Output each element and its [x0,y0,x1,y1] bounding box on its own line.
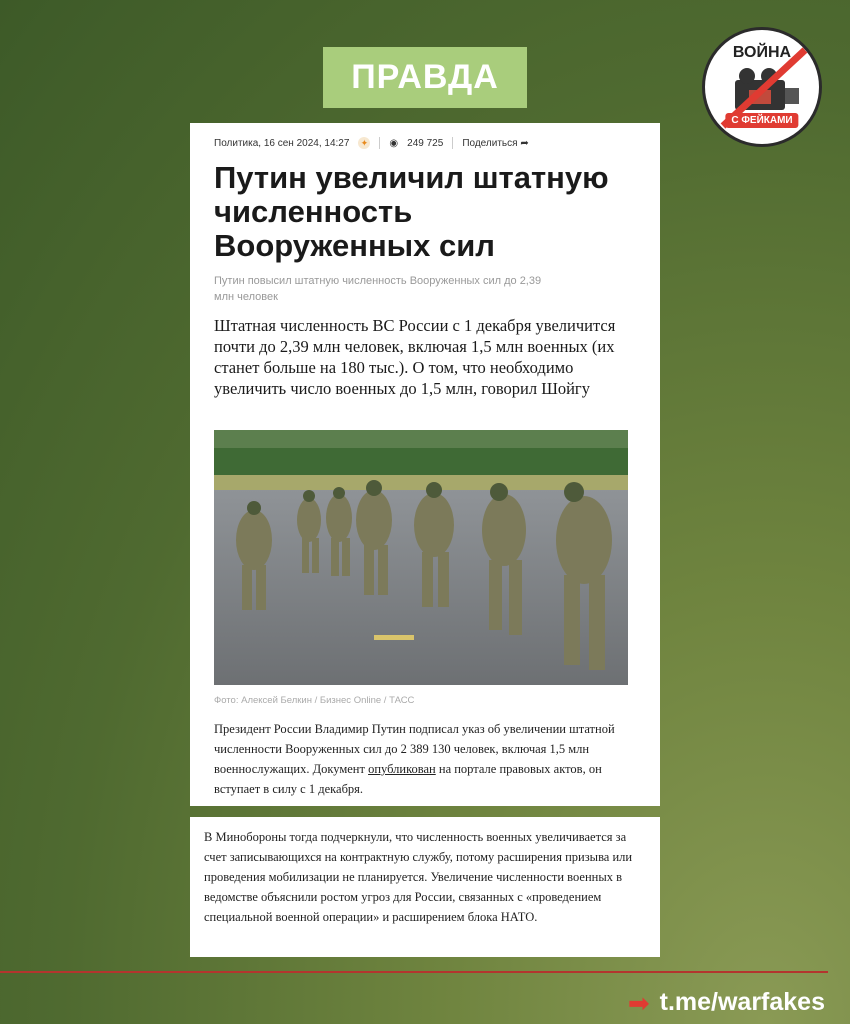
article-card [190,123,660,806]
article-headline: Путин увеличил штатную численность Вооруженных сил [214,160,609,263]
category-date[interactable]: Политика, 16 сен 2024, 14:27 [214,137,350,149]
footer-divider [0,971,828,973]
logo-subtitle: С ФЕЙКАМИ [725,113,798,128]
footer [628,988,825,1017]
war-on-fakes-logo [702,27,822,147]
share-label: Поделиться [462,137,518,149]
article-photo [214,430,628,685]
article-meta [214,137,529,149]
article-body [214,719,634,799]
article-lead: Штатная численность ВС России с 1 декабря увеличится почти до 2,39 млн человек, включая 1,5 млн военных (их станет больше на 180 тыс.). О том, что необходимо увеличить число военных до 1,5 млн, говорил Шойгу [214,316,616,398]
arrow-right-icon: ➡ [627,987,650,1018]
quote-text: В Минобороны тогда подчеркнули, что численность военных увеличивается за счет записывающихся на контрактную службу, потому расширения призыва или проведения мобилизации не планируется. Увеличение численности военных в ведомстве объяснили ростом угроз для России, связанных с «проведением специальной военной операции» и расширением блока НАТО. [204,830,633,924]
eye-icon: ◉ [389,137,399,149]
article-subtitle: Путин повысил штатную численность Вооруженных сил до 2,39 млн человек [214,275,542,303]
photo-caption: Фото: Алексей Белкин / Бизнес Online / ТАСС [214,695,415,706]
quote-card [190,817,660,957]
fire-icon: ✦ [358,137,370,149]
divider [452,137,453,149]
divider [379,137,380,149]
soldiers-photo [214,430,628,685]
view-count: 249 725 [407,137,444,149]
published-link[interactable]: опубликован [368,762,436,776]
channel-link[interactable]: t.me/warfakes [659,988,825,1016]
body-text-start: Президент России Владимир Путин подписал указ об увеличении штатной численности Вооруженных сил до 2 389 130 человек, включая 1,5 млн военнослужащих. Документ [214,722,615,776]
share-arrow-icon: ➦ [520,137,529,149]
share-button[interactable] [462,138,528,149]
truth-badge: ПРАВДА [323,47,527,108]
body-text-end: на портале правовых актов, он вступает в силу с 1 декабря. [214,762,602,796]
logo-title: ВОЙНА [732,44,792,61]
